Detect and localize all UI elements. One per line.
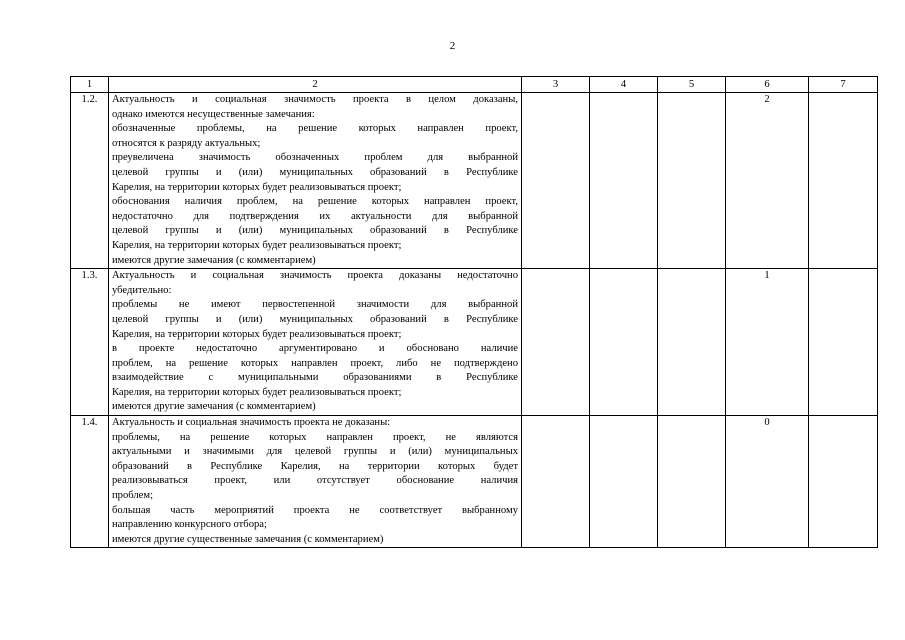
row-number: 1.4. (71, 416, 109, 548)
header-col-2: 2 (109, 77, 522, 93)
description-line: относятся к разряду актуальных; (112, 137, 261, 149)
criterion-description (109, 416, 522, 548)
criterion-description (109, 93, 522, 269)
description-line: убедительно: (112, 284, 172, 296)
table-row (71, 93, 878, 269)
description-line: преувеличена значимость обозначенных проблем для выбранной (112, 152, 518, 164)
description-line: образований в Республике Карелия, на территории которых будет (112, 460, 518, 472)
header-col-7: 7 (809, 77, 878, 93)
col-7-cell (809, 269, 878, 416)
col-4-cell (590, 416, 658, 548)
score-cell: 0 (726, 416, 809, 548)
description-line: имеются другие замечания (с комментарием) (112, 401, 316, 413)
score-cell: 1 (726, 269, 809, 416)
description-line: однако имеются несущественные замечания: (112, 108, 315, 120)
description-line: целевой группы и (или) муниципальных образований в Республике (112, 225, 518, 237)
description-line: целевой группы и (или) муниципальных образований в Республике (112, 166, 518, 178)
col-5-cell (658, 93, 726, 269)
col-7-cell (809, 416, 878, 548)
header-col-5: 5 (658, 77, 726, 93)
description-line: Актуальность и социальная значимость проекта доказаны недостаточно (112, 270, 518, 282)
description-line: проблем; (112, 490, 154, 502)
col-4-cell (590, 269, 658, 416)
description-line: имеются другие замечания (с комментарием) (112, 254, 316, 266)
description-line: проблемы не имеют первостепенной значимости для выбранной (112, 299, 518, 311)
col-5-cell (658, 416, 726, 548)
evaluation-criteria-table (70, 76, 878, 548)
col-3-cell (522, 416, 590, 548)
criterion-description (109, 269, 522, 416)
description-line: Карелия, на территории которых будет реализовываться проект; (112, 328, 402, 340)
page-number: 2 (449, 40, 456, 52)
col-7-cell (809, 93, 878, 269)
header-col-4: 4 (590, 77, 658, 93)
description-line: Карелия, на территории которых будет реализовываться проект; (112, 181, 402, 193)
description-line: актуальными и значимыми для целевой группы и (или) муниципальных (112, 446, 518, 458)
col-5-cell (658, 269, 726, 416)
col-3-cell (522, 269, 590, 416)
description-line: Карелия, на территории которых будет реализовываться проект; (112, 386, 402, 398)
description-line: Карелия, на территории которых будет реализовываться проект; (112, 239, 402, 251)
description-line: Актуальность и социальная значимость проекта не доказаны: (112, 417, 391, 429)
header-col-1: 1 (71, 77, 109, 93)
header-col-6: 6 (726, 77, 809, 93)
description-line: недостаточно для подтверждения их актуальности для выбранной (112, 210, 518, 222)
description-line: большая часть мероприятий проекта не соответствует выбранному (112, 504, 518, 516)
header-col-3: 3 (522, 77, 590, 93)
description-line: в проекте недостаточно аргументировано и обосновано наличие (112, 343, 518, 355)
description-line: обозначенные проблемы, на решение которых направлен проект, (112, 123, 518, 135)
description-line: реализовываться проект, или отсутствует обоснование наличия (112, 475, 518, 487)
score-cell: 2 (726, 93, 809, 269)
table-row (71, 416, 878, 548)
description-line: целевой группы и (или) муниципальных образований в Республике (112, 313, 518, 325)
row-number: 1.3. (71, 269, 109, 416)
col-3-cell (522, 93, 590, 269)
row-number: 1.2. (71, 93, 109, 269)
header-row (71, 77, 878, 93)
col-4-cell (590, 93, 658, 269)
description-line: проблем, на решение которых направлен проект, либо не подтверждено (112, 357, 518, 369)
description-line: обоснования наличия проблем, на решение которых направлен проект, (112, 196, 518, 208)
description-line: проблемы, на решение которых направлен проект, не являются (112, 431, 518, 443)
table-row (71, 269, 878, 416)
description-line: имеются другие существенные замечания (с комментарием) (112, 533, 384, 545)
description-line: Актуальность и социальная значимость проекта в целом доказаны, (112, 94, 518, 105)
description-line: взаимодействие с муниципальными образованиями в Республике (112, 372, 518, 384)
description-line: направлению конкурсного отбора; (112, 519, 267, 531)
